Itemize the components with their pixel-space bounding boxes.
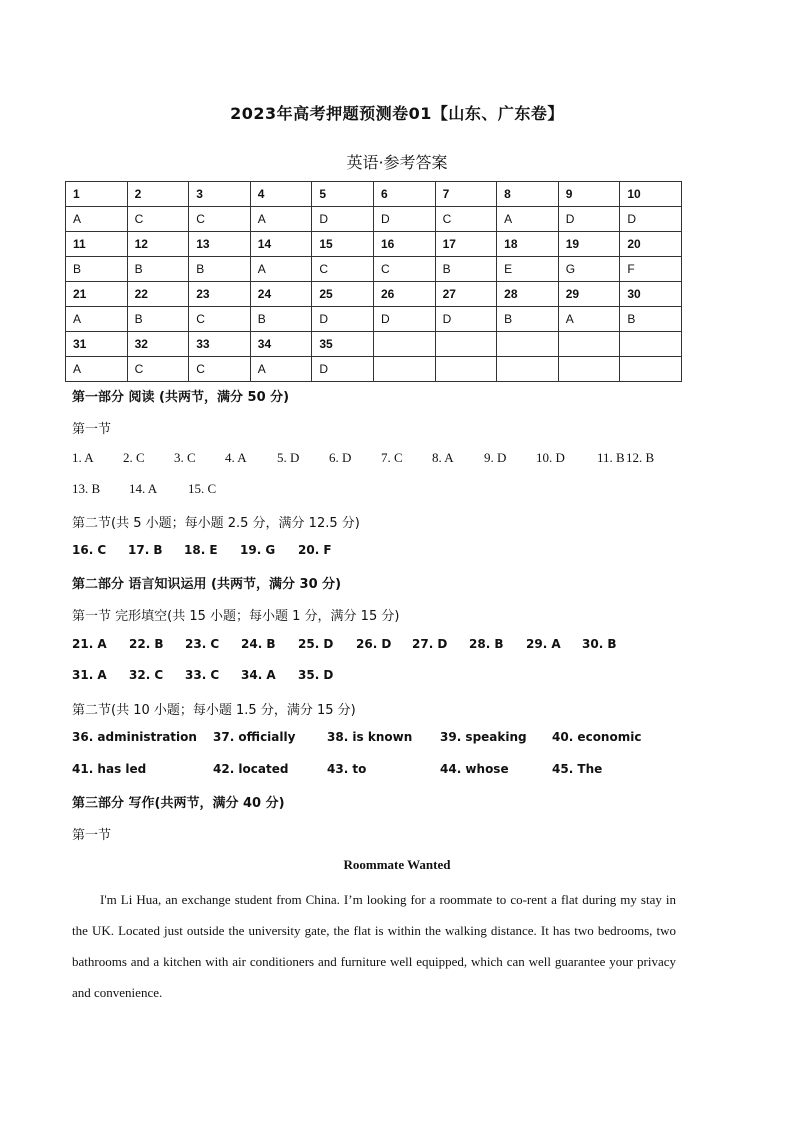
answer-item: 42. located: [213, 762, 289, 776]
table-cell: D: [435, 307, 497, 332]
table-cell: B: [497, 307, 559, 332]
answer-item: 14. A: [129, 481, 158, 496]
part2-heading: 第二部分 语言知识运用 (共两节，满分 30 分): [72, 577, 342, 592]
table-cell: A: [66, 307, 128, 332]
part1-section1-label: 第一节: [72, 422, 112, 437]
table-cell: E: [497, 257, 559, 282]
table-cell: 29: [558, 282, 620, 307]
table-cell: 28: [497, 282, 559, 307]
part2-section2-answers-row1: [72, 730, 641, 744]
table-row-numbers: [66, 182, 682, 207]
table-cell: A: [558, 307, 620, 332]
part2-section1-answers-row1: [72, 637, 617, 651]
table-cell: 7: [435, 182, 497, 207]
table-cell: 8: [497, 182, 559, 207]
table-cell: G: [558, 257, 620, 282]
answer-item: 8. A: [432, 450, 454, 465]
page-subtitle: 英语·参考答案: [346, 153, 448, 172]
part3-heading: 第三部分 写作(共两节，满分 40 分): [72, 796, 285, 811]
answer-table: [65, 181, 682, 382]
answer-item: 31. A: [72, 668, 107, 682]
table-cell: B: [66, 257, 128, 282]
answer-item: 15. C: [188, 481, 217, 496]
table-cell: [620, 332, 682, 357]
table-row-answers: [66, 207, 682, 232]
answer-item: 45. The: [552, 762, 603, 776]
essay-body: I'm Li Hua, an exchange student from China. I’m looking for a roommate to co-rent a flat during my stay in the UK. Located just outside the university gate, the flat is within the walking distance. It has two bedrooms, two bathrooms and a kitchen with air conditioners and furniture well equipped, which can well guarantee your privacy and convenience.: [72, 892, 676, 1000]
answer-item: 27. D: [412, 637, 448, 651]
table-cell: 12: [127, 232, 189, 257]
table-cell: [620, 357, 682, 382]
table-cell: A: [497, 207, 559, 232]
table-cell: 20: [620, 232, 682, 257]
table-cell: F: [620, 257, 682, 282]
answer-item: 38. is known: [327, 730, 413, 744]
table-row-numbers: [66, 282, 682, 307]
table-cell: C: [189, 357, 251, 382]
answer-item: 24. B: [241, 637, 276, 651]
table-cell: A: [250, 257, 312, 282]
table-cell: 21: [66, 282, 128, 307]
table-cell: 4: [250, 182, 312, 207]
table-cell: B: [189, 257, 251, 282]
table-cell: 25: [312, 282, 374, 307]
answer-item: 40. economic: [552, 730, 642, 744]
table-cell: C: [127, 357, 189, 382]
table-cell: A: [250, 207, 312, 232]
answer-item: 12. B: [626, 450, 655, 465]
part2-section2-answers-row2: [72, 762, 602, 776]
part2-section1-label: 第一节 完形填空(共 15 小题；每小题 1 分，满分 15 分): [72, 609, 400, 624]
table-cell: 18: [497, 232, 559, 257]
table-cell: 32: [127, 332, 189, 357]
table-cell: B: [250, 307, 312, 332]
part1-heading: 第一部分 阅读 (共两节，满分 50 分): [72, 390, 290, 405]
table-cell: [558, 357, 620, 382]
answer-item: 19. G: [240, 543, 276, 557]
answer-item: 28. B: [469, 637, 504, 651]
table-cell: [373, 332, 435, 357]
table-row-answers: [66, 257, 682, 282]
answer-item: 6. D: [329, 450, 352, 465]
table-cell: [497, 332, 559, 357]
table-cell: [497, 357, 559, 382]
answer-item: 32. C: [129, 668, 164, 682]
answer-item: 35. D: [298, 668, 334, 682]
answer-item: 13. B: [72, 481, 101, 496]
essay-title: Roommate Wanted: [343, 857, 451, 872]
table-cell: 31: [66, 332, 128, 357]
answer-item: 5. D: [277, 450, 300, 465]
table-cell: D: [558, 207, 620, 232]
table-cell: D: [312, 207, 374, 232]
part1-section2-label: 第二节(共 5 小题；每小题 2.5 分，满分 12.5 分): [72, 516, 360, 531]
table-cell: D: [312, 357, 374, 382]
table-cell: 16: [373, 232, 435, 257]
table-cell: B: [620, 307, 682, 332]
table-cell: [373, 357, 435, 382]
table-cell: 9: [558, 182, 620, 207]
table-cell: 3: [189, 182, 251, 207]
table-cell: 10: [620, 182, 682, 207]
table-cell: 35: [312, 332, 374, 357]
table-cell: 17: [435, 232, 497, 257]
answer-item: 4. A: [225, 450, 247, 465]
table-cell: A: [250, 357, 312, 382]
table-cell: 14: [250, 232, 312, 257]
answer-item: 17. B: [128, 543, 163, 557]
table-cell: C: [189, 207, 251, 232]
table-cell: D: [620, 207, 682, 232]
answer-item: 2. C: [123, 450, 145, 465]
answer-item: 44. whose: [440, 762, 509, 776]
answer-item: 20. F: [298, 543, 332, 557]
table-cell: 2: [127, 182, 189, 207]
answer-item: 10. D: [536, 450, 565, 465]
table-cell: 19: [558, 232, 620, 257]
part1-section1-answers-row1: [72, 450, 654, 466]
table-cell: [435, 332, 497, 357]
answer-item: 11. B: [597, 450, 625, 465]
table-cell: 27: [435, 282, 497, 307]
answer-item: 41. has led: [72, 762, 147, 776]
answer-item: 23. C: [185, 637, 220, 651]
table-cell: 24: [250, 282, 312, 307]
answer-item: 43. to: [327, 762, 367, 776]
answer-item: 34. A: [241, 668, 276, 682]
table-cell: 23: [189, 282, 251, 307]
table-cell: 26: [373, 282, 435, 307]
table-cell: C: [312, 257, 374, 282]
table-cell: 1: [66, 182, 128, 207]
table-cell: B: [435, 257, 497, 282]
answer-item: 30. B: [582, 637, 617, 651]
table-row-numbers: [66, 332, 682, 357]
answer-item: 7. C: [381, 450, 403, 465]
table-cell: 34: [250, 332, 312, 357]
answer-item: 37. officially: [213, 730, 296, 744]
part1-section2-answers: [72, 543, 332, 557]
table-cell: C: [435, 207, 497, 232]
table-cell: 30: [620, 282, 682, 307]
answer-item: 1. A: [72, 450, 94, 465]
table-cell: A: [66, 357, 128, 382]
answer-item: 39. speaking: [440, 730, 527, 744]
table-cell: D: [373, 307, 435, 332]
table-row-answers: [66, 307, 682, 332]
table-cell: C: [127, 207, 189, 232]
table-cell: 33: [189, 332, 251, 357]
answer-item: 9. D: [484, 450, 507, 465]
table-row-answers: [66, 357, 682, 382]
answer-item: 3. C: [174, 450, 196, 465]
table-cell: 11: [66, 232, 128, 257]
part1-section1-answers-row2: [72, 481, 216, 497]
table-cell: 5: [312, 182, 374, 207]
answer-item: 18. E: [184, 543, 218, 557]
table-cell: 22: [127, 282, 189, 307]
table-cell: 6: [373, 182, 435, 207]
table-cell: [558, 332, 620, 357]
table-cell: 13: [189, 232, 251, 257]
answer-item: 29. A: [526, 637, 561, 651]
table-row-numbers: [66, 232, 682, 257]
table-cell: B: [127, 257, 189, 282]
answer-item: 36. administration: [72, 730, 197, 744]
answer-item: 16. C: [72, 543, 107, 557]
page-title: 2023年高考押题预测卷01【山东、广东卷】: [230, 104, 564, 123]
table-cell: C: [189, 307, 251, 332]
table-cell: [435, 357, 497, 382]
table-cell: A: [66, 207, 128, 232]
table-cell: D: [312, 307, 374, 332]
part3-section1-label: 第一节: [72, 828, 112, 843]
answer-item: 22. B: [129, 637, 164, 651]
answer-item: 21. A: [72, 637, 107, 651]
table-cell: C: [373, 257, 435, 282]
part2-section2-label: 第二节(共 10 小题；每小题 1.5 分，满分 15 分): [72, 703, 356, 718]
answer-item: 25. D: [298, 637, 334, 651]
table-cell: D: [373, 207, 435, 232]
answer-item: 33. C: [185, 668, 220, 682]
part2-section1-answers-row2: [72, 668, 333, 682]
table-cell: 15: [312, 232, 374, 257]
table-cell: B: [127, 307, 189, 332]
answer-item: 26. D: [356, 637, 392, 651]
